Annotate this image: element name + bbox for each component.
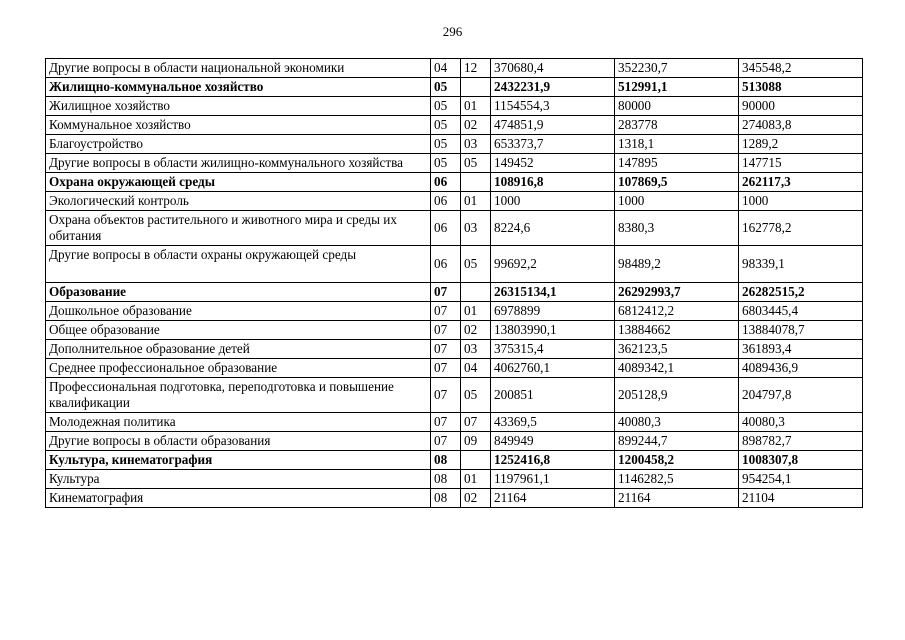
row-subsection-code-cell bbox=[461, 451, 491, 470]
row-value-3-cell: 21104 bbox=[739, 489, 863, 508]
row-name-cell: Другие вопросы в области национальной экономики bbox=[46, 59, 431, 78]
row-value-3-cell: 1289,2 bbox=[739, 135, 863, 154]
row-section-code-cell: 07 bbox=[431, 413, 461, 432]
row-value-1-cell: 26315134,1 bbox=[491, 283, 615, 302]
row-subsection-code-cell: 01 bbox=[461, 302, 491, 321]
row-subsection-code-cell: 04 bbox=[461, 359, 491, 378]
row-section-code-cell: 05 bbox=[431, 78, 461, 97]
row-subsection-code-cell bbox=[461, 78, 491, 97]
row-subsection-code-cell: 03 bbox=[461, 340, 491, 359]
row-value-1-cell: 21164 bbox=[491, 489, 615, 508]
row-subsection-code-cell: 01 bbox=[461, 470, 491, 489]
row-value-2-cell: 107869,5 bbox=[615, 173, 739, 192]
row-subsection-code-cell: 05 bbox=[461, 154, 491, 173]
table-row-section bbox=[46, 173, 863, 192]
row-name-cell: Дошкольное образование bbox=[46, 302, 431, 321]
row-name-cell: Другие вопросы в области жилищно-коммунального хозяйства bbox=[46, 154, 431, 173]
row-value-1-cell: 43369,5 bbox=[491, 413, 615, 432]
row-value-3-cell: 361893,4 bbox=[739, 340, 863, 359]
row-subsection-code-cell: 03 bbox=[461, 211, 491, 246]
row-value-1-cell: 1154554,3 bbox=[491, 97, 615, 116]
row-section-code-cell: 07 bbox=[431, 378, 461, 413]
table-row bbox=[46, 246, 863, 283]
row-value-3-cell: 4089436,9 bbox=[739, 359, 863, 378]
row-value-3-cell: 954254,1 bbox=[739, 470, 863, 489]
row-value-3-cell: 26282515,2 bbox=[739, 283, 863, 302]
row-subsection-code-cell: 03 bbox=[461, 135, 491, 154]
row-value-3-cell: 898782,7 bbox=[739, 432, 863, 451]
row-name-cell: Молодежная политика bbox=[46, 413, 431, 432]
row-section-code-cell: 06 bbox=[431, 192, 461, 211]
row-value-1-cell: 370680,4 bbox=[491, 59, 615, 78]
row-value-1-cell: 4062760,1 bbox=[491, 359, 615, 378]
row-subsection-code-cell: 02 bbox=[461, 321, 491, 340]
row-name-cell: Кинематография bbox=[46, 489, 431, 508]
row-value-1-cell: 2432231,9 bbox=[491, 78, 615, 97]
row-section-code-cell: 07 bbox=[431, 283, 461, 302]
row-section-code-cell: 06 bbox=[431, 246, 461, 283]
row-value-3-cell: 98339,1 bbox=[739, 246, 863, 283]
page-number: 296 bbox=[442, 24, 463, 39]
row-value-2-cell: 362123,5 bbox=[615, 340, 739, 359]
table-row bbox=[46, 116, 863, 135]
row-section-code-cell: 08 bbox=[431, 451, 461, 470]
table-row-section bbox=[46, 283, 863, 302]
row-name-cell: Дополнительное образование детей bbox=[46, 340, 431, 359]
table-row bbox=[46, 135, 863, 154]
row-name-cell: Культура bbox=[46, 470, 431, 489]
row-subsection-code-cell: 05 bbox=[461, 378, 491, 413]
row-subsection-code-cell: 12 bbox=[461, 59, 491, 78]
row-subsection-code-cell bbox=[461, 283, 491, 302]
row-name-cell: Охрана окружающей среды bbox=[46, 173, 431, 192]
row-value-2-cell: 80000 bbox=[615, 97, 739, 116]
table-row bbox=[46, 413, 863, 432]
table-row bbox=[46, 302, 863, 321]
row-section-code-cell: 04 bbox=[431, 59, 461, 78]
row-value-2-cell: 352230,7 bbox=[615, 59, 739, 78]
table-row bbox=[46, 97, 863, 116]
row-subsection-code-cell: 05 bbox=[461, 246, 491, 283]
row-value-3-cell: 204797,8 bbox=[739, 378, 863, 413]
budget-table-body bbox=[46, 59, 863, 508]
row-value-2-cell: 899244,7 bbox=[615, 432, 739, 451]
table-row-section bbox=[46, 451, 863, 470]
table-row bbox=[46, 359, 863, 378]
row-value-2-cell: 1000 bbox=[615, 192, 739, 211]
row-name-cell: Благоустройство bbox=[46, 135, 431, 154]
row-value-1-cell: 99692,2 bbox=[491, 246, 615, 283]
row-section-code-cell: 07 bbox=[431, 432, 461, 451]
row-value-1-cell: 849949 bbox=[491, 432, 615, 451]
table-row bbox=[46, 470, 863, 489]
row-name-cell: Профессиональная подготовка, переподготовка и повышение квалификации bbox=[46, 378, 431, 413]
row-value-1-cell: 8224,6 bbox=[491, 211, 615, 246]
row-value-2-cell: 6812412,2 bbox=[615, 302, 739, 321]
row-section-code-cell: 05 bbox=[431, 97, 461, 116]
row-value-3-cell: 13884078,7 bbox=[739, 321, 863, 340]
row-value-3-cell: 40080,3 bbox=[739, 413, 863, 432]
table-row bbox=[46, 192, 863, 211]
budget-table bbox=[45, 58, 863, 508]
row-name-cell: Охрана объектов растительного и животного мира и среды их обитания bbox=[46, 211, 431, 246]
row-value-1-cell: 1000 bbox=[491, 192, 615, 211]
row-value-2-cell: 13884662 bbox=[615, 321, 739, 340]
table-row bbox=[46, 211, 863, 246]
row-section-code-cell: 07 bbox=[431, 359, 461, 378]
row-subsection-code-cell: 01 bbox=[461, 97, 491, 116]
row-name-cell: Общее образование bbox=[46, 321, 431, 340]
table-row bbox=[46, 154, 863, 173]
row-subsection-code-cell: 07 bbox=[461, 413, 491, 432]
row-section-code-cell: 06 bbox=[431, 211, 461, 246]
row-value-2-cell: 40080,3 bbox=[615, 413, 739, 432]
row-value-1-cell: 1252416,8 bbox=[491, 451, 615, 470]
row-value-2-cell: 21164 bbox=[615, 489, 739, 508]
row-value-2-cell: 147895 bbox=[615, 154, 739, 173]
row-name-cell: Коммунальное хозяйство bbox=[46, 116, 431, 135]
table-row bbox=[46, 321, 863, 340]
row-value-2-cell: 26292993,7 bbox=[615, 283, 739, 302]
row-name-cell: Жилищное хозяйство bbox=[46, 97, 431, 116]
row-value-3-cell: 90000 bbox=[739, 97, 863, 116]
row-value-1-cell: 6978899 bbox=[491, 302, 615, 321]
row-value-1-cell: 200851 bbox=[491, 378, 615, 413]
row-value-3-cell: 147715 bbox=[739, 154, 863, 173]
row-value-1-cell: 1197961,1 bbox=[491, 470, 615, 489]
row-value-1-cell: 13803990,1 bbox=[491, 321, 615, 340]
row-value-2-cell: 8380,3 bbox=[615, 211, 739, 246]
table-row bbox=[46, 378, 863, 413]
row-name-cell: Другие вопросы в области охраны окружающей среды bbox=[46, 246, 431, 283]
row-subsection-code-cell bbox=[461, 173, 491, 192]
row-value-3-cell: 345548,2 bbox=[739, 59, 863, 78]
row-value-3-cell: 6803445,4 bbox=[739, 302, 863, 321]
row-section-code-cell: 07 bbox=[431, 302, 461, 321]
row-subsection-code-cell: 01 bbox=[461, 192, 491, 211]
row-value-3-cell: 513088 bbox=[739, 78, 863, 97]
row-name-cell: Культура, кинематография bbox=[46, 451, 431, 470]
table-row bbox=[46, 432, 863, 451]
table-row bbox=[46, 489, 863, 508]
row-value-2-cell: 512991,1 bbox=[615, 78, 739, 97]
row-value-1-cell: 108916,8 bbox=[491, 173, 615, 192]
row-section-code-cell: 07 bbox=[431, 321, 461, 340]
row-name-cell: Жилищно-коммунальное хозяйство bbox=[46, 78, 431, 97]
row-section-code-cell: 08 bbox=[431, 470, 461, 489]
row-section-code-cell: 05 bbox=[431, 116, 461, 135]
row-value-1-cell: 474851,9 bbox=[491, 116, 615, 135]
row-value-2-cell: 1200458,2 bbox=[615, 451, 739, 470]
row-name-cell: Среднее профессиональное образование bbox=[46, 359, 431, 378]
row-value-1-cell: 653373,7 bbox=[491, 135, 615, 154]
row-value-1-cell: 375315,4 bbox=[491, 340, 615, 359]
row-value-3-cell: 1008307,8 bbox=[739, 451, 863, 470]
row-value-3-cell: 1000 bbox=[739, 192, 863, 211]
row-name-cell: Экологический контроль bbox=[46, 192, 431, 211]
row-value-3-cell: 274083,8 bbox=[739, 116, 863, 135]
row-value-1-cell: 149452 bbox=[491, 154, 615, 173]
row-section-code-cell: 05 bbox=[431, 154, 461, 173]
row-value-2-cell: 283778 bbox=[615, 116, 739, 135]
row-value-2-cell: 1146282,5 bbox=[615, 470, 739, 489]
row-section-code-cell: 08 bbox=[431, 489, 461, 508]
row-value-3-cell: 162778,2 bbox=[739, 211, 863, 246]
row-value-2-cell: 205128,9 bbox=[615, 378, 739, 413]
row-section-code-cell: 07 bbox=[431, 340, 461, 359]
row-name-cell: Образование bbox=[46, 283, 431, 302]
row-section-code-cell: 05 bbox=[431, 135, 461, 154]
row-subsection-code-cell: 02 bbox=[461, 116, 491, 135]
table-row-section bbox=[46, 78, 863, 97]
row-value-2-cell: 1318,1 bbox=[615, 135, 739, 154]
row-value-3-cell: 262117,3 bbox=[739, 173, 863, 192]
row-value-2-cell: 4089342,1 bbox=[615, 359, 739, 378]
row-subsection-code-cell: 09 bbox=[461, 432, 491, 451]
row-subsection-code-cell: 02 bbox=[461, 489, 491, 508]
row-name-cell: Другие вопросы в области образования bbox=[46, 432, 431, 451]
row-section-code-cell: 06 bbox=[431, 173, 461, 192]
row-value-2-cell: 98489,2 bbox=[615, 246, 739, 283]
table-row bbox=[46, 340, 863, 359]
table-row bbox=[46, 59, 863, 78]
